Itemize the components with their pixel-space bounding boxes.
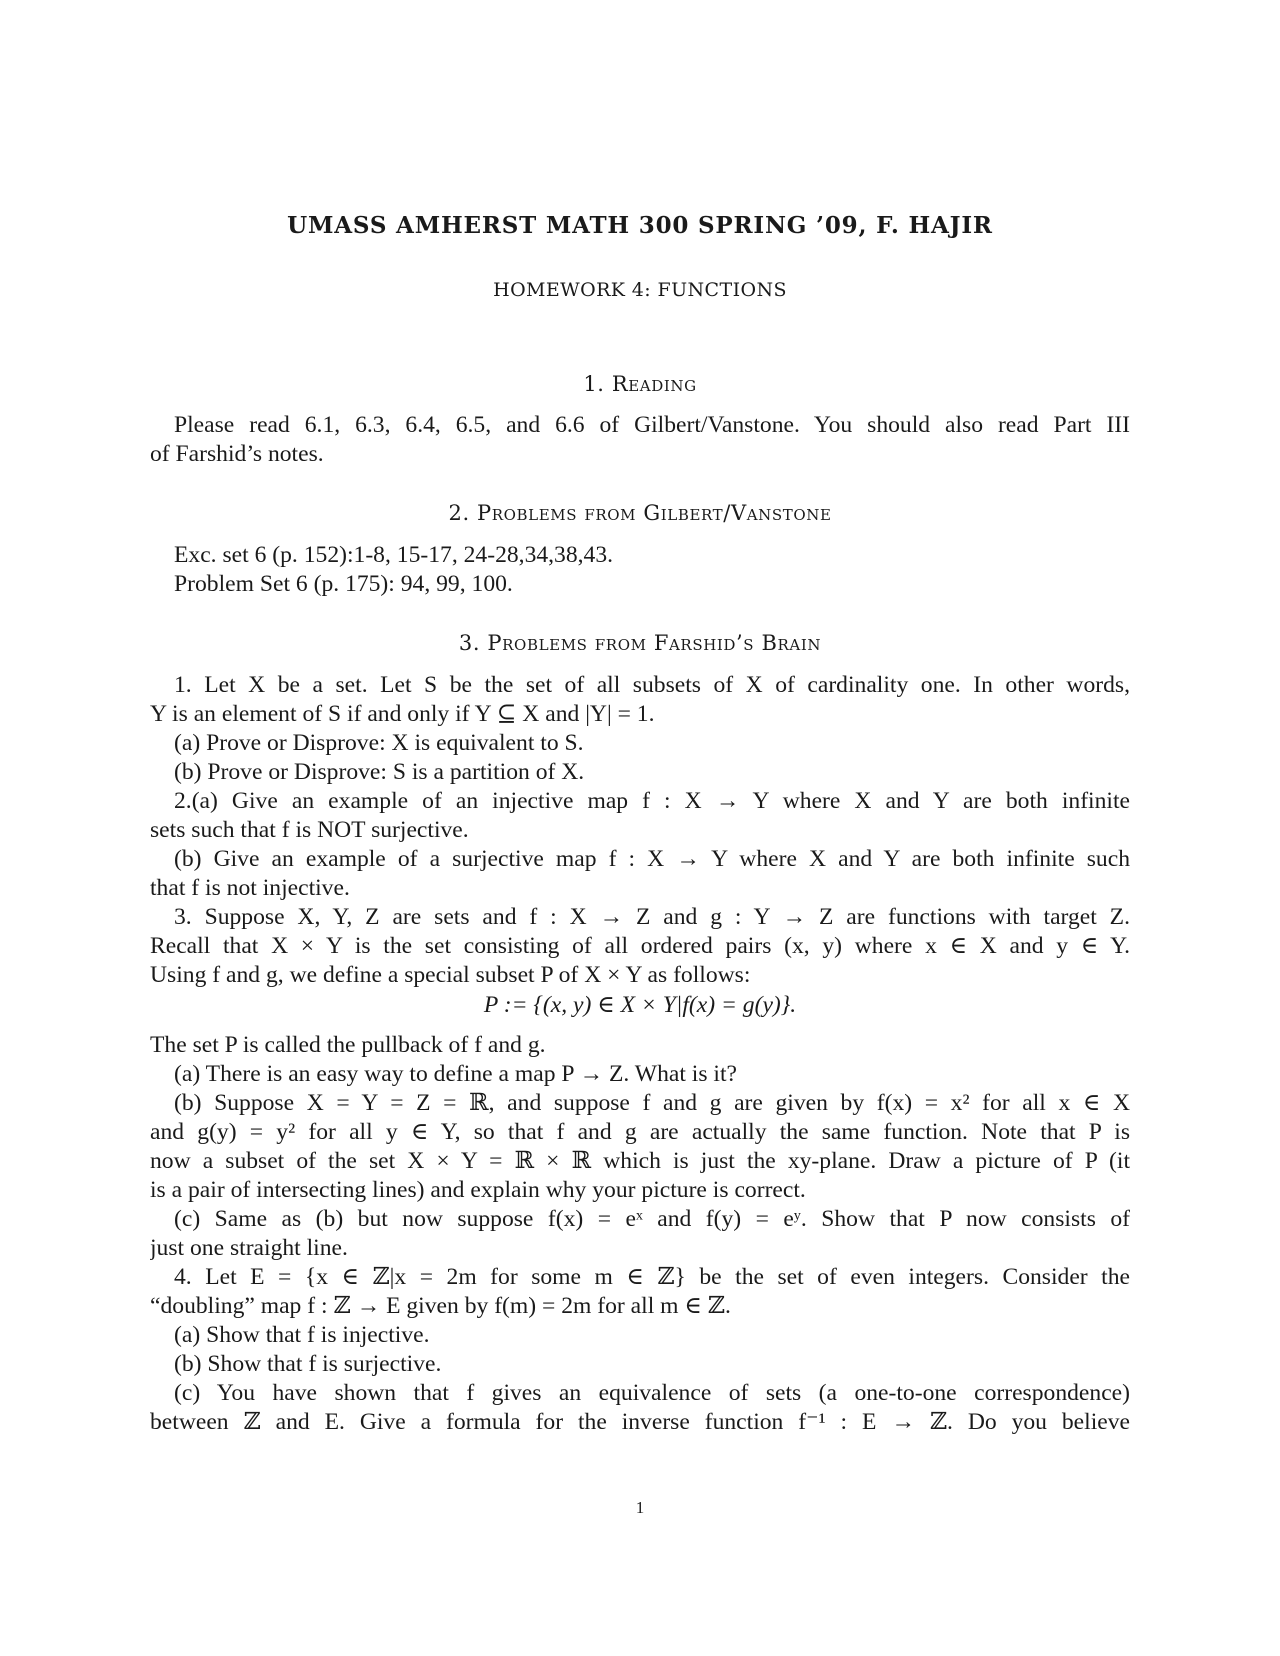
text-line: (a) Show that f is injective. [174,1322,430,1348]
text-line: is a pair of intersecting lines) and explain why your picture is correct. [150,1177,806,1203]
text-line: Y is an element of S if and only if Y ⊆ X and |Y| = 1. [150,701,655,727]
section-body-reading [150,411,1130,469]
section-body-gv [150,541,1130,599]
text-line: sets such that f is NOT surjective. [150,817,469,843]
text-line: 1. Let X be a set. Let S be the set of all subsets of X of cardinality one. In other words, [174,672,1130,698]
section-heading-farshid: 3. Problems from Farshid’s Brain [458,631,822,655]
section-body-farshid-part2 [150,1031,1130,1437]
text-line: (b) Suppose X = Y = Z = ℝ, and suppose f and g are given by f(x) = x² for all x ∈ X [174,1090,1130,1116]
text-line: 4. Let E = {x ∈ ℤ|x = 2m for some m ∈ ℤ} be the set of even integers. Consider the [174,1264,1130,1290]
text-line: Recall that X × Y is the set consisting of all ordered pairs (x, y) where x ∈ X and y ∈ Y. [150,933,1130,959]
page-subtitle: HOMEWORK 4: FUNCTIONS [493,279,787,301]
text-line: 3. Suppose X, Y, Z are sets and f : X → Z and g : Y → Z are functions with target Z. [174,904,1130,930]
text-line: of Farshid’s notes. [150,441,324,467]
text-line: Problem Set 6 (p. 175): 94, 99, 100. [174,571,513,597]
text-line: 2.(a) Give an example of an injective map f : X → Y where X and Y are both infinite [174,788,1130,814]
text-line: Exc. set 6 (p. 152):1-8, 15-17, 24-28,34,38,43. [174,542,614,568]
text-line: (a) Prove or Disprove: X is equivalent to S. [174,730,584,756]
page-number: 1 [635,1498,645,1517]
text-line: (c) Same as (b) but now suppose f(x) = eˣ and f(y) = eʸ. Show that P now consists of [174,1206,1130,1232]
text-line: now a subset of the set X × Y = ℝ × ℝ which is just the xy-plane. Draw a picture of P (it [150,1148,1130,1174]
display-equation: P := {(x, y) ∈ X × Y|f(x) = g(y)}. [483,992,797,1018]
text-line: Using f and g, we define a special subset P of X × Y as follows: [150,962,751,988]
text-line: (b) Show that f is surjective. [174,1351,442,1377]
text-line: just one straight line. [150,1235,348,1261]
page-title: UMASS AMHERST MATH 300 SPRING ’09, F. HAJIR [287,212,993,239]
text-line: (b) Prove or Disprove: S is a partition of X. [174,759,585,785]
text-line: and g(y) = y² for all y ∈ Y, so that f and g are actually the same function. Note that P is [150,1119,1130,1145]
text-line: “doubling” map f : ℤ → E given by f(m) = 2m for all m ∈ ℤ. [150,1293,731,1319]
text-line: (c) You have shown that f gives an equivalence of sets (a one-to-one correspondence) [174,1380,1130,1406]
text-line: (a) There is an easy way to define a map P → Z. What is it? [174,1061,738,1087]
text-line: (b) Give an example of a surjective map f : X → Y where X and Y are both infinite such [174,846,1130,872]
text-line: between ℤ and E. Give a formula for the inverse function f⁻¹ : E → ℤ. Do you believe [150,1409,1130,1435]
text-line: that f is not injective. [150,875,350,901]
text-line: Please read 6.1, 6.3, 6.4, 6.5, and 6.6 of Gilbert/Vanstone. You should also read Part III [174,412,1130,438]
section-heading-gv: 2. Problems from Gilbert/Vanstone [448,501,832,525]
section-heading-reading: 1. Reading [583,372,697,396]
text-line: The set P is called the pullback of f and g. [150,1032,546,1058]
section-body-farshid-part1 [150,671,1130,990]
